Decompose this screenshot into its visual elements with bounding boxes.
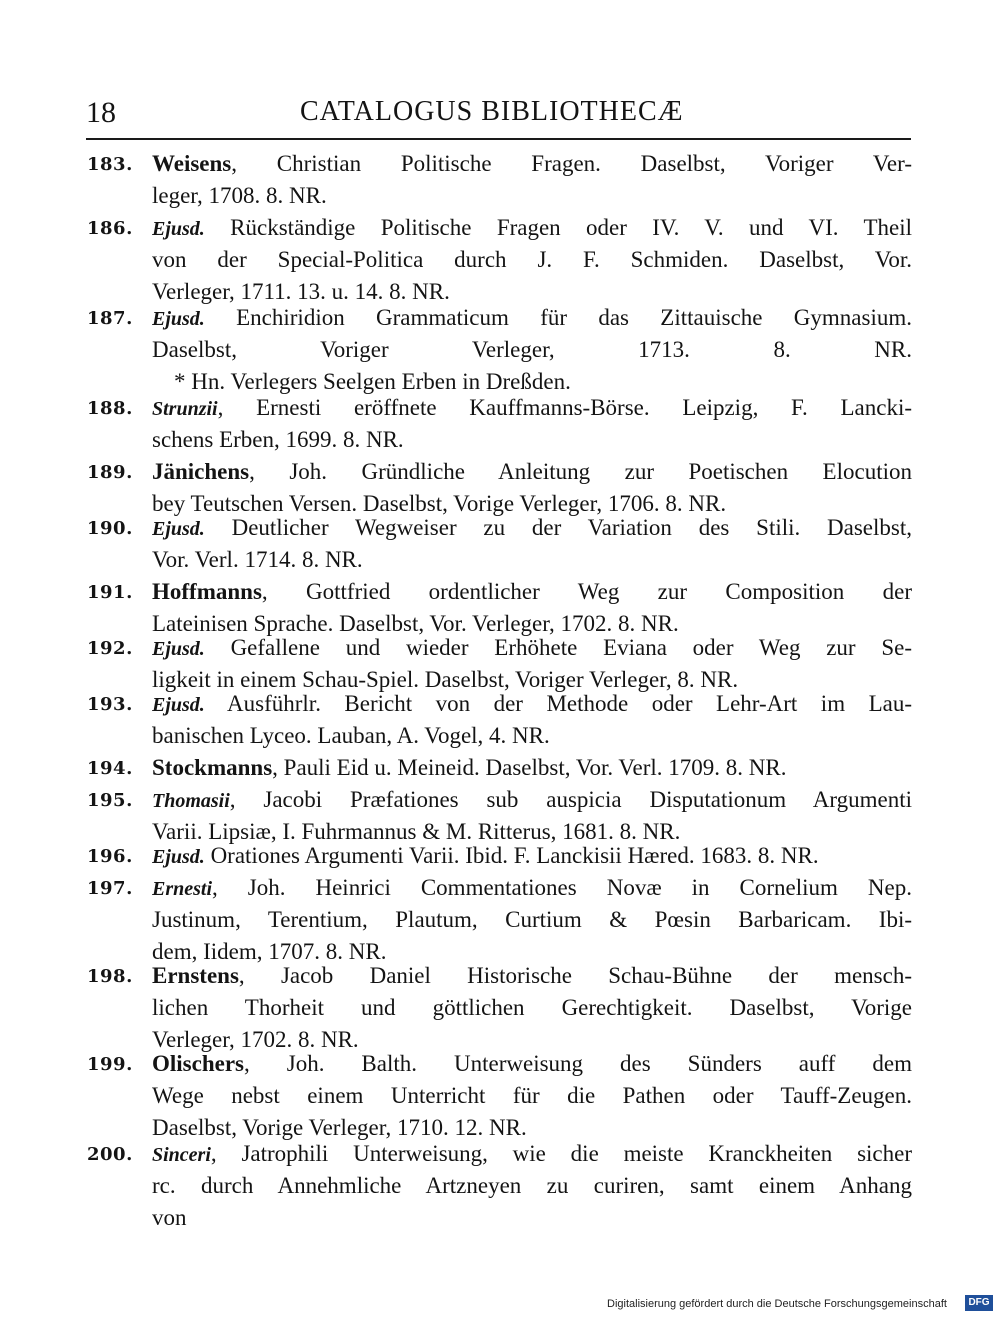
entry-author: Ejusd. — [152, 638, 205, 660]
entry-line: bey Teutschen Versen. Daselbst, Vorige Verleger, 1706. 8. NR. — [152, 491, 727, 516]
entry-line: Ejusd. Rückständige Politische Fragen oder IV. V. und VI. Theil — [152, 215, 912, 240]
entry-line: Strunzii, Ernesti eröffnete Kauffmanns-Börse. Leipzig, F. Lancki- — [152, 395, 912, 420]
entry-author: Ernstens — [152, 963, 239, 988]
entry-author: Ejusd. — [152, 308, 205, 330]
entry-line: von der Special-Politica durch J. F. Schmiden. Daselbst, Vor. — [152, 247, 912, 272]
entry-line: Lateinisen Sprache. Daselbst, Vor. Verleger, 1702. 8. NR. — [152, 611, 679, 636]
entry-number: 199. — [87, 1054, 133, 1075]
entry-author: Stockmanns — [152, 755, 273, 780]
entry-text — [152, 576, 912, 640]
entry-line: Daselbst, Vorige Verleger, 1710. 12. NR. — [152, 1115, 527, 1140]
entry-line: Verleger, 1711. 13. u. 14. 8. NR. — [152, 279, 450, 304]
entry-author: Weisens — [152, 151, 232, 176]
entry-line: Ejusd. Ausführlr. Bericht von der Methode oder Lehr-Art im Lau- — [152, 691, 912, 716]
entry-line: Daselbst, Voriger Verleger, 1713. 8. NR. — [152, 337, 912, 362]
entry-line: von — [152, 1205, 187, 1230]
entry-author: Sinceri — [152, 1144, 211, 1166]
entry-number: 188. — [87, 398, 133, 419]
entry-line: banischen Lyceo. Lauban, A. Vogel, 4. NR. — [152, 723, 550, 748]
entry-number: 195. — [87, 790, 133, 811]
entry-text — [152, 512, 912, 576]
entry-line: Weisens, Christian Politische Fragen. Daselbst, Voriger Ver- — [152, 151, 912, 176]
entry-line: rc. durch Annehmliche Artzneyen zu curiren, samt einem Anhang — [152, 1173, 912, 1198]
entry-number: 196. — [87, 846, 133, 867]
entry-author: Ejusd. — [152, 846, 205, 868]
entry-text — [152, 212, 912, 308]
entry-text — [152, 752, 912, 784]
entry-line: dem, Iidem, 1707. 8. NR. — [152, 939, 387, 964]
entry-line: Hoffmanns, Gottfried ordentlicher Weg zur Composition der — [152, 579, 912, 604]
entry-text — [152, 632, 912, 696]
entry-author: Jänichens — [152, 459, 250, 484]
entry-author: Ejusd. — [152, 694, 205, 716]
entry-number: 190. — [87, 518, 133, 539]
entry-number: 191. — [87, 582, 133, 603]
entry-author: Hoffmanns — [152, 579, 262, 604]
entry-author: Ernesti — [152, 878, 213, 900]
entry-line: Sinceri, Jatrophili Unterweisung, wie die meiste Kranckheiten sicher — [152, 1141, 912, 1166]
entry-line: Ejusd. Gefallene und wieder Erhöhete Eviana oder Weg zur Se- — [152, 635, 912, 660]
entry-number: 193. — [87, 694, 133, 715]
entry-text — [152, 1138, 912, 1234]
entry-text — [152, 1048, 912, 1144]
entry-text — [152, 456, 912, 520]
entry-line: Ernstens, Jacob Daniel Historische Schau-Bühne der mensch- — [152, 963, 912, 988]
entry-author: Strunzii — [152, 398, 218, 420]
entry-line: Ejusd. Deutlicher Wegweiser zu der Variation des Stili. Daselbst, — [152, 515, 912, 540]
entry-line: Ejusd. Enchiridion Grammaticum für das Zittauische Gymnasium. — [152, 305, 912, 330]
entry-line: Olischers, Joh. Balth. Unterweisung des Sünders auff dem — [152, 1051, 912, 1076]
entry-number: 186. — [87, 218, 133, 239]
entry-text — [152, 872, 912, 968]
footer-note: Digitalisierung gefördert durch die Deutsche Forschungsgemeinschaft — [607, 1298, 947, 1310]
entry-author: Ejusd. — [152, 518, 205, 540]
entry-line: Varii. Lipsiæ, I. Fuhrmannus & M. Ritterus, 1681. 8. NR. — [152, 819, 681, 844]
dfg-logo: DFG — [965, 1295, 993, 1311]
entry-line: leger, 1708. 8. NR. — [152, 183, 327, 208]
entry-number: 200. — [87, 1144, 133, 1165]
entry-text — [152, 960, 912, 1056]
entry-number: 198. — [87, 966, 133, 987]
entry-number: 192. — [87, 638, 133, 659]
entry-text — [152, 392, 912, 456]
entry-author: Olischers — [152, 1051, 244, 1076]
entry-number: 189. — [87, 462, 133, 483]
entry-line: schens Erben, 1699. 8. NR. — [152, 427, 404, 452]
entry-text — [152, 148, 912, 212]
entry-line: Thomasii, Jacobi Præfationes sub auspicia Disputationum Argumenti — [152, 787, 912, 812]
entry-line: Stockmanns, Pauli Eid u. Meineid. Daselbst, Vor. Verl. 1709. 8. NR. — [152, 755, 787, 780]
entry-author: Ejusd. — [152, 218, 205, 240]
entry-number: 194. — [87, 758, 133, 779]
running-title: CATALOGUS BIBLIOTHECÆ — [300, 96, 684, 127]
entry-line: Vor. Verl. 1714. 8. NR. — [152, 547, 363, 572]
entry-text — [152, 302, 912, 398]
entry-line: * Hn. Verlegers Seelgen Erben in Dreßden. — [174, 369, 571, 394]
entry-line: lichen Thorheit und göttlichen Gerechtigkeit. Daselbst, Vorige — [152, 995, 912, 1020]
page-number: 18 — [86, 96, 116, 129]
entry-author: Thomasii — [152, 790, 230, 812]
entry-text — [152, 688, 912, 752]
entry-line: Wege nebst einem Unterricht für die Pathen oder Tauff-Zeugen. — [152, 1083, 912, 1108]
entry-number: 187. — [87, 308, 133, 329]
entry-line: Verleger, 1702. 8. NR. — [152, 1027, 359, 1052]
entry-number: 197. — [87, 878, 133, 899]
entry-line: Justinum, Terentium, Plautum, Curtium & Pœsin Barbaricam. Ibi- — [152, 907, 912, 932]
entry-line: Ernesti, Joh. Heinrici Commentationes Novæ in Cornelium Nep. — [152, 875, 912, 900]
entry-line: Jänichens, Joh. Gründliche Anleitung zur Poetischen Elocution — [152, 459, 912, 484]
entry-text — [152, 840, 912, 872]
entry-text — [152, 784, 912, 848]
entry-line: ligkeit in einem Schau-Spiel. Daselbst, Voriger Verleger, 8. NR. — [152, 667, 739, 692]
entry-line: Ejusd. Orationes Argumenti Varii. Ibid. F. Lanckisii Hæred. 1683. 8. NR. — [152, 843, 819, 868]
entry-number: 183. — [87, 154, 133, 175]
